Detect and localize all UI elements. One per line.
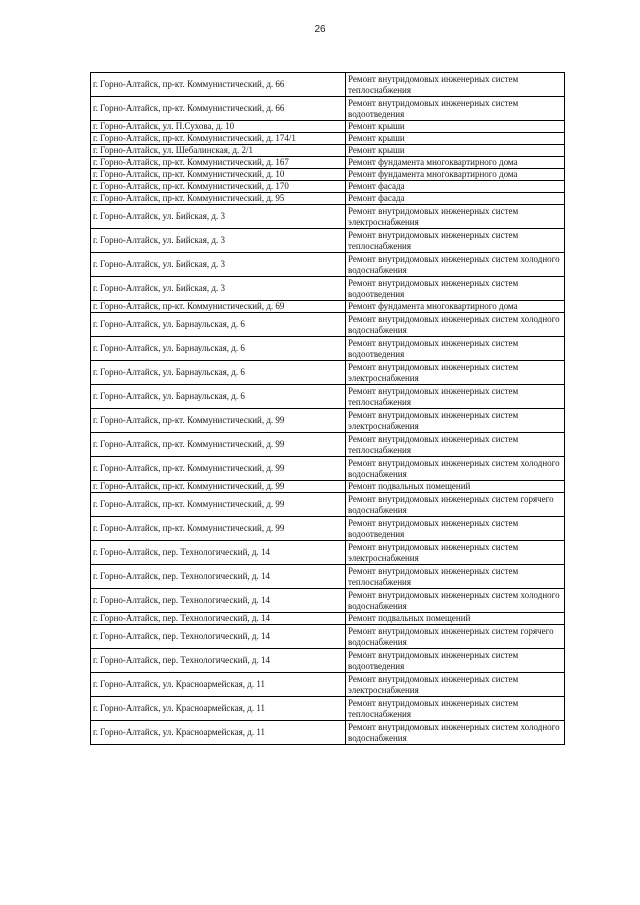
table-row (91, 361, 565, 385)
address-cell: г. Горно-Алтайск, ул. Бийская, д. 3 (91, 277, 346, 301)
address-cell: г. Горно-Алтайск, пер. Технологический, д. 14 (91, 649, 346, 673)
table-row (91, 433, 565, 457)
address-cell: г. Горно-Алтайск, ул. Бийская, д. 3 (91, 205, 346, 229)
address-cell: г. Горно-Алтайск, пр-кт. Коммунистический, д. 99 (91, 433, 346, 457)
work-type-cell: Ремонт крыши (346, 121, 565, 133)
table-row (91, 253, 565, 277)
table-row (91, 385, 565, 409)
address-cell: г. Горно-Алтайск, ул. Барнаульская, д. 6 (91, 313, 346, 337)
work-type-cell: Ремонт крыши (346, 133, 565, 145)
table-row (91, 697, 565, 721)
address-cell: г. Горно-Алтайск, пр-кт. Коммунистический, д. 99 (91, 457, 346, 481)
registry-body (91, 73, 565, 745)
work-type-cell: Ремонт фасада (346, 193, 565, 205)
table-row (91, 169, 565, 181)
work-type-cell: Ремонт внутридомовых инженерных систем теплоснабжения (346, 433, 565, 457)
work-type-cell: Ремонт внутридомовых инженерных систем теплоснабжения (346, 385, 565, 409)
work-type-cell: Ремонт внутридомовых инженерных систем холодного водоснабжения (346, 589, 565, 613)
table-row (91, 145, 565, 157)
work-type-cell: Ремонт внутридомовых инженерных систем электроснабжения (346, 541, 565, 565)
table-row (91, 481, 565, 493)
address-cell: г. Горно-Алтайск, ул. П.Сухова, д. 10 (91, 121, 346, 133)
work-type-cell: Ремонт подвальных помещений (346, 613, 565, 625)
address-cell: г. Горно-Алтайск, пр-кт. Коммунистический, д. 99 (91, 409, 346, 433)
address-cell: г. Горно-Алтайск, пр-кт. Коммунистический, д. 99 (91, 493, 346, 517)
work-type-cell: Ремонт внутридомовых инженерных систем холодного водоснабжения (346, 313, 565, 337)
work-type-cell: Ремонт внутридомовых инженерных систем холодного водоснабжения (346, 721, 565, 745)
work-type-cell: Ремонт подвальных помещений (346, 481, 565, 493)
address-cell: г. Горно-Алтайск, пр-кт. Коммунистический, д. 66 (91, 97, 346, 121)
address-cell: г. Горно-Алтайск, пер. Технологический, д. 14 (91, 625, 346, 649)
table-row (91, 277, 565, 301)
address-cell: г. Горно-Алтайск, ул. Бийская, д. 3 (91, 229, 346, 253)
work-type-cell: Ремонт внутридомовых инженерных систем теплоснабжения (346, 73, 565, 97)
address-cell: г. Горно-Алтайск, пр-кт. Коммунистический, д. 167 (91, 157, 346, 169)
address-cell: г. Горно-Алтайск, пр-кт. Коммунистический, д. 95 (91, 193, 346, 205)
work-type-cell: Ремонт внутридомовых инженерных систем теплоснабжения (346, 229, 565, 253)
table-row (91, 613, 565, 625)
address-cell: г. Горно-Алтайск, пр-кт. Коммунистический, д. 66 (91, 73, 346, 97)
table-row (91, 721, 565, 745)
work-type-cell: Ремонт фасада (346, 181, 565, 193)
work-type-cell: Ремонт крыши (346, 145, 565, 157)
table-row (91, 337, 565, 361)
table-row (91, 565, 565, 589)
address-cell: г. Горно-Алтайск, ул. Барнаульская, д. 6 (91, 361, 346, 385)
address-cell: г. Горно-Алтайск, пер. Технологический, д. 14 (91, 613, 346, 625)
work-type-cell: Ремонт фундамента многоквартирного дома (346, 301, 565, 313)
table-row (91, 205, 565, 229)
address-cell: г. Горно-Алтайск, ул. Бийская, д. 3 (91, 253, 346, 277)
table-row (91, 625, 565, 649)
table-row (91, 97, 565, 121)
table-row (91, 409, 565, 433)
address-cell: г. Горно-Алтайск, ул. Барнаульская, д. 6 (91, 385, 346, 409)
work-type-cell: Ремонт внутридомовых инженерных систем водоотведения (346, 97, 565, 121)
work-type-cell: Ремонт внутридомовых инженерных систем теплоснабжения (346, 565, 565, 589)
work-type-cell: Ремонт внутридомовых инженерных систем водоотведения (346, 337, 565, 361)
address-cell: г. Горно-Алтайск, ул. Красноармейская, д. 11 (91, 673, 346, 697)
address-cell: г. Горно-Алтайск, пр-кт. Коммунистический, д. 10 (91, 169, 346, 181)
work-type-cell: Ремонт внутридомовых инженерных систем электроснабжения (346, 673, 565, 697)
work-type-cell: Ремонт внутридомовых инженерных систем горячего водоснабжения (346, 625, 565, 649)
table-row (91, 493, 565, 517)
table-row (91, 517, 565, 541)
work-type-cell: Ремонт внутридомовых инженерных систем теплоснабжения (346, 697, 565, 721)
table-row (91, 649, 565, 673)
work-type-cell: Ремонт фундамента многоквартирного дома (346, 157, 565, 169)
table-row (91, 157, 565, 169)
table-row (91, 121, 565, 133)
address-cell: г. Горно-Алтайск, пр-кт. Коммунистический, д. 174/1 (91, 133, 346, 145)
address-cell: г. Горно-Алтайск, ул. Красноармейская, д. 11 (91, 721, 346, 745)
table-row (91, 229, 565, 253)
table-row (91, 73, 565, 97)
address-cell: г. Горно-Алтайск, пр-кт. Коммунистический, д. 69 (91, 301, 346, 313)
table-row (91, 589, 565, 613)
work-type-cell: Ремонт внутридомовых инженерных систем электроснабжения (346, 409, 565, 433)
repair-registry-table (90, 72, 565, 745)
table-row (91, 313, 565, 337)
address-cell: г. Горно-Алтайск, пр-кт. Коммунистический, д. 170 (91, 181, 346, 193)
address-cell: г. Горно-Алтайск, пр-кт. Коммунистический, д. 99 (91, 517, 346, 541)
address-cell: г. Горно-Алтайск, пер. Технологический, д. 14 (91, 565, 346, 589)
address-cell: г. Горно-Алтайск, ул. Красноармейская, д. 11 (91, 697, 346, 721)
work-type-cell: Ремонт внутридомовых инженерных систем холодного водоснабжения (346, 457, 565, 481)
work-type-cell: Ремонт внутридомовых инженерных систем водоотведения (346, 277, 565, 301)
address-cell: г. Горно-Алтайск, пр-кт. Коммунистический, д. 99 (91, 481, 346, 493)
table-row (91, 673, 565, 697)
table-row (91, 457, 565, 481)
table-row (91, 133, 565, 145)
work-type-cell: Ремонт внутридомовых инженерных систем холодного водоснабжения (346, 253, 565, 277)
work-type-cell: Ремонт внутридомовых инженерных систем водоотведения (346, 649, 565, 673)
table-row (91, 541, 565, 565)
address-cell: г. Горно-Алтайск, пер. Технологический, д. 14 (91, 541, 346, 565)
page-number: 26 (314, 24, 326, 35)
work-type-cell: Ремонт внутридомовых инженерных систем водоотведения (346, 517, 565, 541)
work-type-cell: Ремонт фундамента многоквартирного дома (346, 169, 565, 181)
table-row (91, 301, 565, 313)
address-cell: г. Горно-Алтайск, ул. Шебалинская, д. 2/1 (91, 145, 346, 157)
work-type-cell: Ремонт внутридомовых инженерных систем горячего водоснабжения (346, 493, 565, 517)
table-row (91, 181, 565, 193)
table-row (91, 193, 565, 205)
address-cell: г. Горно-Алтайск, пер. Технологический, д. 14 (91, 589, 346, 613)
address-cell: г. Горно-Алтайск, ул. Барнаульская, д. 6 (91, 337, 346, 361)
work-type-cell: Ремонт внутридомовых инженерных систем электроснабжения (346, 361, 565, 385)
work-type-cell: Ремонт внутридомовых инженерных систем электроснабжения (346, 205, 565, 229)
